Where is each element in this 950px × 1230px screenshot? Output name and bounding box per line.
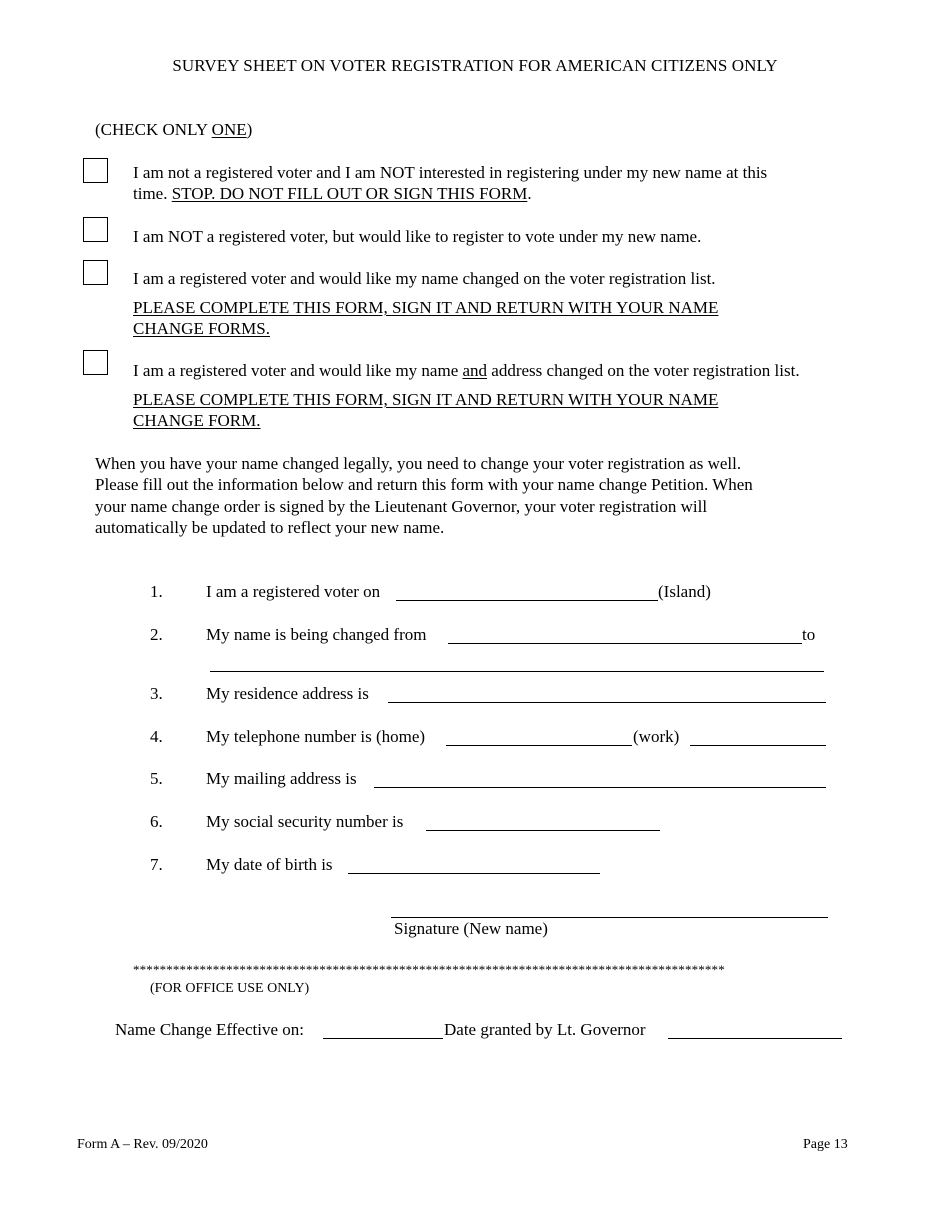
page-number: Page 13 bbox=[803, 1137, 848, 1152]
signature-line[interactable] bbox=[391, 917, 828, 918]
check-instruction-emphasis: ONE bbox=[211, 120, 247, 139]
field-3-label: My residence address is bbox=[206, 684, 369, 703]
field-2-suffix: to bbox=[802, 625, 816, 644]
option-1-line2-prefix: time. bbox=[133, 184, 172, 203]
option-4-text bbox=[133, 361, 800, 381]
field-7-number: 7. bbox=[150, 855, 163, 874]
form-revision: Form A – Rev. 09/2020 bbox=[77, 1137, 208, 1152]
separator-line: ***************************************************************************************** bbox=[133, 962, 725, 977]
field-4-number: 4. bbox=[150, 727, 163, 746]
field-4-work-label: (work) bbox=[633, 727, 680, 746]
check-instruction bbox=[95, 120, 252, 140]
paragraph-line: automatically be updated to reflect your new name. bbox=[95, 517, 445, 537]
granted-date-label: Date granted by Lt. Governor bbox=[444, 1020, 646, 1039]
field-6-number: 6. bbox=[150, 812, 163, 831]
field-1-number: 1. bbox=[150, 582, 163, 601]
granted-date-input[interactable] bbox=[668, 1038, 842, 1039]
field-5-number: 5. bbox=[150, 769, 163, 788]
mailing-address-input[interactable] bbox=[374, 787, 826, 788]
effective-date-input[interactable] bbox=[323, 1038, 443, 1039]
field-2-label: My name is being changed from bbox=[206, 625, 427, 644]
office-use-label: (FOR OFFICE USE ONLY) bbox=[150, 981, 310, 996]
paragraph-line: Please fill out the information below and return this form with your name change Petition. When bbox=[95, 475, 753, 495]
option-1-checkbox[interactable] bbox=[83, 158, 108, 183]
field-1-suffix: (Island) bbox=[658, 582, 711, 601]
option-1-text: I am not a registered voter and I am NOT interested in registering under my new name at this bbox=[133, 163, 768, 182]
option-3-text: I am a registered voter and would like my name changed on the voter registration list. bbox=[133, 269, 716, 288]
option-4-text-prefix: I am a registered voter and would like my name bbox=[133, 361, 463, 380]
paragraph-line: your name change order is signed by the Lieutenant Governor, your voter registration will bbox=[95, 496, 708, 516]
option-4-instruction-line2: CHANGE FORM. bbox=[133, 411, 261, 430]
home-phone-input[interactable] bbox=[446, 745, 632, 746]
work-phone-input[interactable] bbox=[690, 745, 826, 746]
effective-date-label: Name Change Effective on: bbox=[115, 1020, 304, 1039]
option-4-text-emphasis: and bbox=[462, 361, 488, 380]
field-5-label: My mailing address is bbox=[206, 769, 357, 788]
new-name-input[interactable] bbox=[210, 671, 824, 672]
option-4-text-suffix: address changed on the voter registration list. bbox=[487, 361, 800, 380]
residence-address-input[interactable] bbox=[388, 702, 826, 703]
date-of-birth-input[interactable] bbox=[348, 873, 600, 874]
field-1-label: I am a registered voter on bbox=[206, 582, 381, 601]
option-4-instruction-line1: PLEASE COMPLETE THIS FORM, SIGN IT AND RETURN WITH YOUR NAME bbox=[133, 390, 719, 409]
ssn-input[interactable] bbox=[426, 830, 660, 831]
option-1-text-line2 bbox=[133, 184, 532, 204]
option-2-text: I am NOT a registered voter, but would like to register to vote under my new name. bbox=[133, 227, 702, 246]
signature-label: Signature (New name) bbox=[394, 919, 548, 938]
check-instruction-prefix: (CHECK ONLY bbox=[95, 120, 212, 139]
option-3-instruction-line2: CHANGE FORMS. bbox=[133, 319, 270, 338]
field-4-label: My telephone number is (home) bbox=[206, 727, 426, 746]
option-1-line2-suffix: . bbox=[527, 184, 532, 203]
instructions-paragraph bbox=[95, 453, 855, 538]
field-6-label: My social security number is bbox=[206, 812, 404, 831]
island-input[interactable] bbox=[396, 600, 658, 601]
field-3-number: 3. bbox=[150, 684, 163, 703]
option-2-checkbox[interactable] bbox=[83, 217, 108, 242]
option-1-stop-warning: STOP. DO NOT FILL OUT OR SIGN THIS FORM bbox=[171, 184, 528, 203]
field-7-label: My date of birth is bbox=[206, 855, 333, 874]
check-instruction-suffix: ) bbox=[246, 120, 253, 139]
option-4-checkbox[interactable] bbox=[83, 350, 108, 375]
page-title: SURVEY SHEET ON VOTER REGISTRATION FOR AMERICAN CITIZENS ONLY bbox=[172, 56, 778, 75]
paragraph-line: When you have your name changed legally, you need to change your voter registration as well. bbox=[95, 454, 742, 473]
field-2-number: 2. bbox=[150, 625, 163, 644]
option-3-instruction-line1: PLEASE COMPLETE THIS FORM, SIGN IT AND RETURN WITH YOUR NAME bbox=[133, 298, 719, 317]
option-3-checkbox[interactable] bbox=[83, 260, 108, 285]
old-name-input[interactable] bbox=[448, 643, 802, 644]
